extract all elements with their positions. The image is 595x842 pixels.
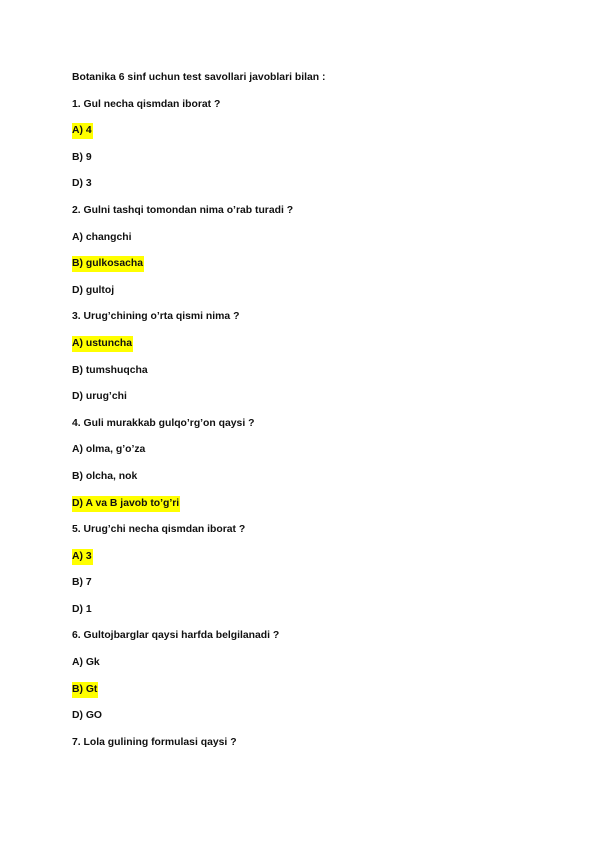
document-title: Botanika 6 sinf uchun test savollari javoblari bilan : <box>72 72 326 83</box>
document-content <box>72 70 532 761</box>
answer-option: A) changchi <box>72 231 132 243</box>
answer-option-correct: A) 4 <box>72 123 532 150</box>
question-text: 5. Urug’chi necha qismdan iborat ? <box>72 524 246 536</box>
answer-option: A) Gk <box>72 657 100 669</box>
answer-option: D) gultoj <box>72 284 115 296</box>
answer-option: D) 1 <box>72 603 92 615</box>
answer-option: B) olcha, nok <box>72 470 138 482</box>
answer-option-correct: B) gulkosacha <box>72 256 532 283</box>
answer-option: B) tumshuqcha <box>72 364 148 376</box>
question-text: 4. Guli murakkab gulqo’rg’on qaysi ? <box>72 417 255 429</box>
answer-option: D) urug’chi <box>72 391 127 403</box>
answer-option-correct: B) Gt <box>72 682 532 709</box>
question-text: 1. Gul necha qismdan iborat ? <box>72 98 221 110</box>
question-text: 2. Gulni tashqi tomondan nima o’rab turadi ? <box>72 204 294 216</box>
answer-option: D) 3 <box>72 178 92 190</box>
answer-option-correct: A) 3 <box>72 549 532 576</box>
answer-option: D) GO <box>72 710 103 722</box>
answer-option: B) 7 <box>72 577 92 589</box>
answer-option-correct: A) ustuncha <box>72 336 532 363</box>
answer-option: A) olma, g’o’za <box>72 444 146 456</box>
answer-option-correct: D) A va B javob to’g’ri <box>72 496 532 523</box>
question-text: 7. Lola gulining formulasi qaysi ? <box>72 736 237 748</box>
question-text: 3. Urug’chining o’rta qismi nima ? <box>72 311 240 323</box>
question-text: 6. Gultojbarglar qaysi harfda belgilanadi ? <box>72 630 280 642</box>
answer-option: B) 9 <box>72 151 92 163</box>
